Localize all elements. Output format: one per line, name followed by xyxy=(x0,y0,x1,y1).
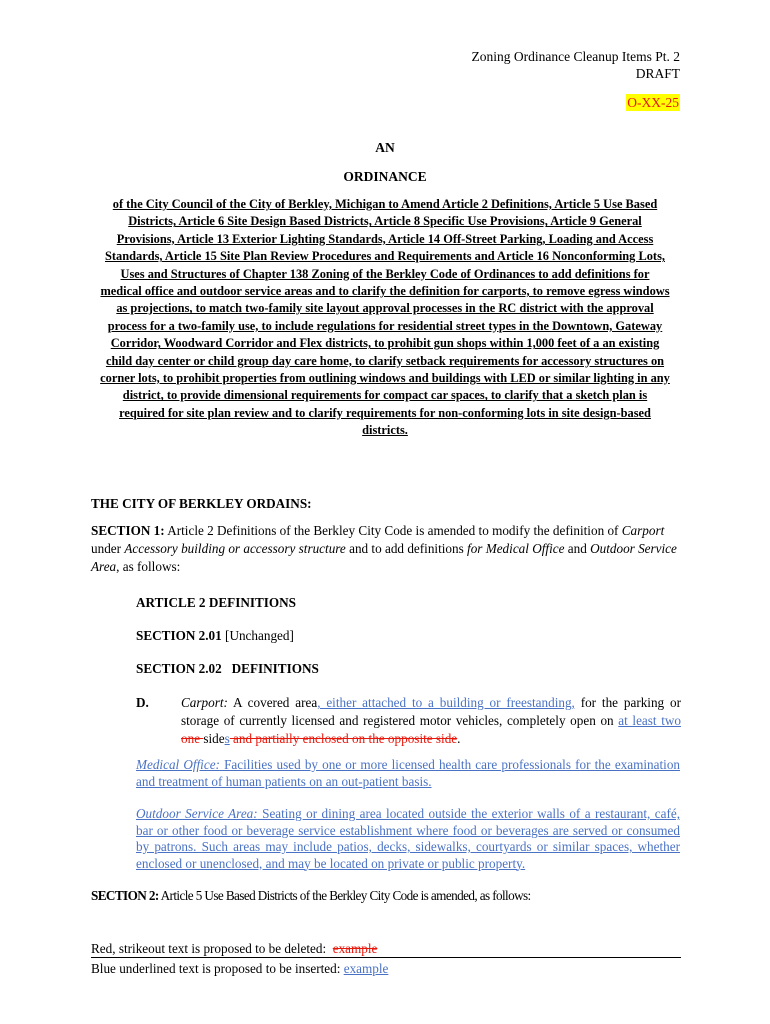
medical-office-definition xyxy=(136,757,680,790)
definition-text: for the parking or storage of currently licensed and registered motor vehicles, completely open on xyxy=(181,695,681,728)
carport-definition xyxy=(181,694,681,748)
heading-an: AN xyxy=(375,140,395,155)
ordains-heading: THE CITY OF BERKLEY ORDAINS: xyxy=(91,496,312,511)
outdoor-service-definition-text: Seating or dining area located outside the exterior walls of a restaurant, café, bar or other food or beverage service establishment where food or beverages are served or consumed by patrons. Such areas may include patios, decks, sidewalks, courtyards or similar spaces, whether enclosed or unenclosed, and may be located on private or public property. xyxy=(136,806,680,871)
medical-office-definition-term: Medical Office: xyxy=(136,757,220,772)
legend-divider xyxy=(91,957,681,958)
deleted-text: and partially enclosed on the opposite side xyxy=(229,731,458,746)
heading-ordinance: ORDINANCE xyxy=(343,169,427,184)
section-2-label: SECTION 2: xyxy=(91,888,159,903)
definition-text: . xyxy=(457,731,461,746)
outdoor-service-term: Outdoor Service Area xyxy=(91,541,677,574)
inserted-text: at least two xyxy=(618,713,681,728)
section-1-text: Article 2 Definitions of the Berkley City Code is amended to modify the definition of xyxy=(164,523,622,538)
section-1-label: SECTION 1: xyxy=(91,523,165,538)
inserted-text: s xyxy=(224,731,230,746)
legend-deleted xyxy=(91,940,377,958)
document-header xyxy=(472,48,680,82)
section-2-01-text: [Unchanged] xyxy=(221,628,294,643)
outdoor-service-definition-term: Outdoor Service Area: xyxy=(136,806,258,821)
section-2-text: Article 5 Use Based Districts of the Berkley City Code is amended, as follows: xyxy=(158,888,531,903)
accessory-term: Accessory building or accessory structure xyxy=(124,541,346,556)
legend-inserted-example: example xyxy=(343,961,389,976)
section-2-01 xyxy=(136,627,680,645)
definition-letter: D. xyxy=(136,695,149,710)
header-draft-label: DRAFT xyxy=(635,66,680,81)
carport-term: Carport xyxy=(621,523,665,538)
legend-inserted-text: Blue underlined text is proposed to be inserted: xyxy=(91,961,344,976)
medical-office-definition-text: Facilities used by one or more licensed health care professionals for the examination and treatment of human patients on an out-patient basis. xyxy=(136,757,681,789)
carport-definition-term: Carport: xyxy=(181,695,228,710)
section-1-text: under xyxy=(91,541,125,556)
section-1-text: and to add definitions xyxy=(345,541,468,556)
inserted-text: , either attached to a building or freestanding, xyxy=(317,695,575,710)
section-2-01-label: SECTION 2.01 xyxy=(136,628,222,643)
section-1-text: , as follows: xyxy=(116,559,181,574)
definition-text: A covered area xyxy=(227,695,318,710)
deleted-text: one xyxy=(181,731,204,746)
section-1-paragraph xyxy=(91,522,680,576)
article-2-heading: ARTICLE 2 DEFINITIONS xyxy=(136,595,297,610)
legend-deleted-example: example xyxy=(332,941,378,956)
section-2-02-heading: SECTION 2.02 DEFINITIONS xyxy=(136,661,319,676)
outdoor-service-definition xyxy=(136,806,680,872)
legend-inserted xyxy=(91,960,388,978)
ordinance-title: of the City Council of the City of Berkley, Michigan to Amend Article 2 Definitions, Article 5 Use Based Districts, Article 6 Site Design Based Districts, Article 8 Specific Use Provisions, Article 9 General Provisions, Article 13 Exterior Lighting Standards, Article 14 Off-Street Parking, Loading and Access Standards, Article 15 Site Plan Review Procedures and Requirements and Article 16 Nonconforming Lots, Uses and Structures of Chapter 138 Zoning of the Berkley Code of Ordinances to add definitions for medical office and outdoor service areas and to clarify the definition for carports, to remove egress windows as projections, to match two-family site layout approval processes in the RC district with the approval process for a two-family use, to include regulations for residential street types in the Downtown, Gateway Corridor, Woodward Corridor and Flex districts, to prohibit gun shops within 1,000 feet of a an existing child day center or child group day care home, to clarify setback requirements for accessory structures on corner lots, to prohibit properties from outlining windows and buildings with LED or similar lighting in any district, to provide dimensional requirements for compact car spaces, to clarify that a sketch plan is required for site plan review and to clarify requirements for non-conforming lots in site design-based districts. xyxy=(100,197,670,438)
header-title: Zoning Ordinance Cleanup Items Pt. 2 xyxy=(471,49,680,64)
section-1-text: and xyxy=(564,541,591,556)
section-2-paragraph xyxy=(91,887,680,905)
medical-office-term: for Medical Office xyxy=(467,541,565,556)
ordinance-number: O-XX-25 xyxy=(627,95,679,110)
definition-text: side xyxy=(203,731,225,746)
legend-deleted-text: Red, strikeout text is proposed to be deleted: xyxy=(91,941,333,956)
